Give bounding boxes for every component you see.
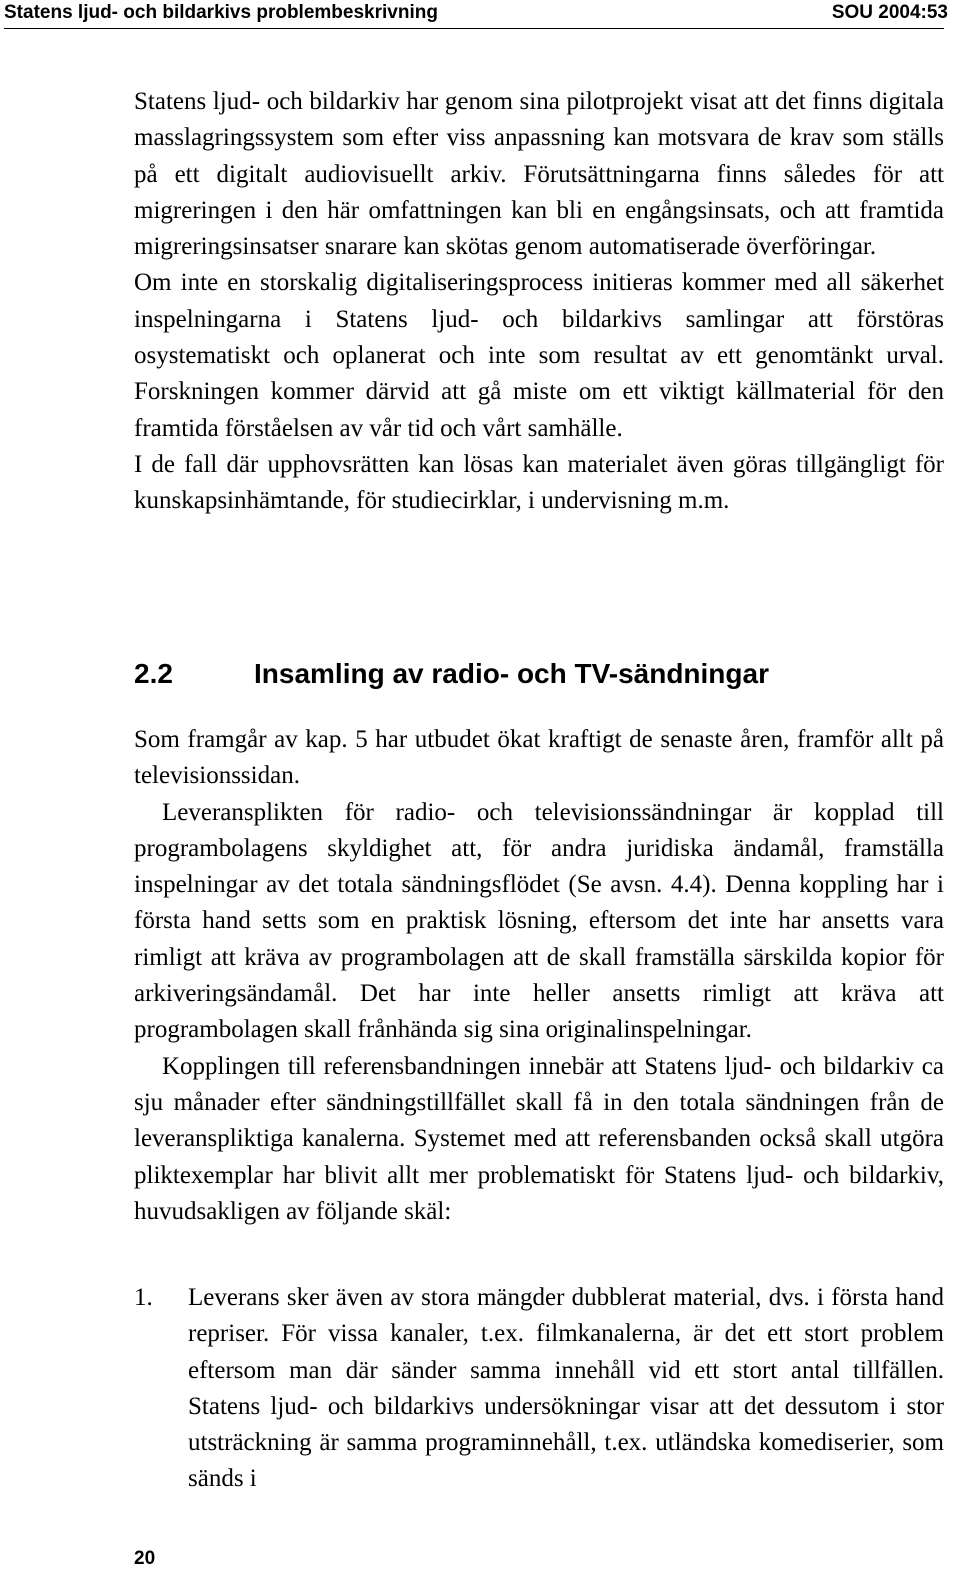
section-text (134, 722, 944, 1230)
paragraph: Som framgår av kap. 5 har utbudet ökat kraftigt de senaste åren, framför allt på televisionssidan. (134, 726, 944, 790)
paragraph: Statens ljud- och bildarkiv har genom sina pilotprojekt visat att det finns digitala masslagringssystem som efter viss anpassning kan motsvara de krav som ställs på ett digitalt audiovisuellt arkiv. Förutsättningarna finns således för att migreringen i den här omfattningen kan bli en engångsinsats, och att framtida migreringsinsatser snarare kan skötas genom automatiserade överföringar. (134, 88, 944, 261)
paragraph: Leveransplikten för radio- och televisionssändningar är kopplad till programbolagens skyldighet att, för andra juridiska ändamål, framställa inspelningar av det totala sändningsflödet (Se avsn. 4.4). Denna koppling har i första hand setts som en praktisk lösning, eftersom det inte har ansetts vara rimligt att kräva av programbolagen att de skall framställa särskilda kopior för arkiveringsändamål. Det har inte heller ansetts rimligt att kräva att programbolagen skall frånhända sig sina originalinspelningar. (134, 798, 944, 1044)
numbered-list (134, 1280, 944, 1498)
paragraph: Om inte en storskalig digitaliseringsprocess initieras kommer med all säkerhet inspelningarna i Statens ljud- och bildarkivs samlingar att förstöras osystematiskt och oplanerat och inte som resultat av ett genomtänkt urval. Forskningen kommer därvid att gå miste om ett viktigt källmaterial för den framtida förståelsen av vår tid och vårt samhälle. (134, 269, 944, 442)
section-title: Insamling av radio- och TV-sändningar (254, 658, 769, 689)
page-number: 20 (134, 1548, 156, 1569)
list-marker: 1. (134, 1284, 153, 1311)
header-rule (4, 28, 944, 29)
paragraph: Kopplingen till referensbandningen innebär att Statens ljud- och bildarkiv ca sju månader efter sändningstillfället skall få in den totala sändningen från de leveranspliktiga kanalerna. Systemet med att referensbanden också skall utgöra pliktexemplar har blivit allt mer problematiskt för Statens ljud- och bildarkiv, huvudsakligen av följande skäl: (134, 1052, 944, 1225)
paragraph: I de fall där upphovsrätten kan lösas kan materialet även göras tillgängligt för kunskapsinhämtande, för studiecirklar, i undervisning m.m. (134, 450, 944, 515)
section-number: 2.2 (134, 658, 173, 689)
list-item-text: Leverans sker även av stora mängder dubblerat material, dvs. i första hand repriser. För vissa kanaler, t.ex. filmkanalerna, är det ett stort problem eftersom man där sänder samma innehåll vid ett stort antal tillfällen. Statens ljud- och bildarkivs undersökningar visar att det dessutom i stor utsträckning är samma programinnehåll, t.ex. utländska komediserier, som sänds i (188, 1284, 944, 1493)
intro-text (134, 84, 944, 520)
header-title: Statens ljud- och bildarkivs problembeskrivning (4, 2, 438, 23)
section-heading (134, 658, 954, 698)
header-report-number: SOU 2004:53 (831, 2, 948, 23)
list-item (134, 1280, 944, 1498)
running-header (0, 0, 960, 30)
